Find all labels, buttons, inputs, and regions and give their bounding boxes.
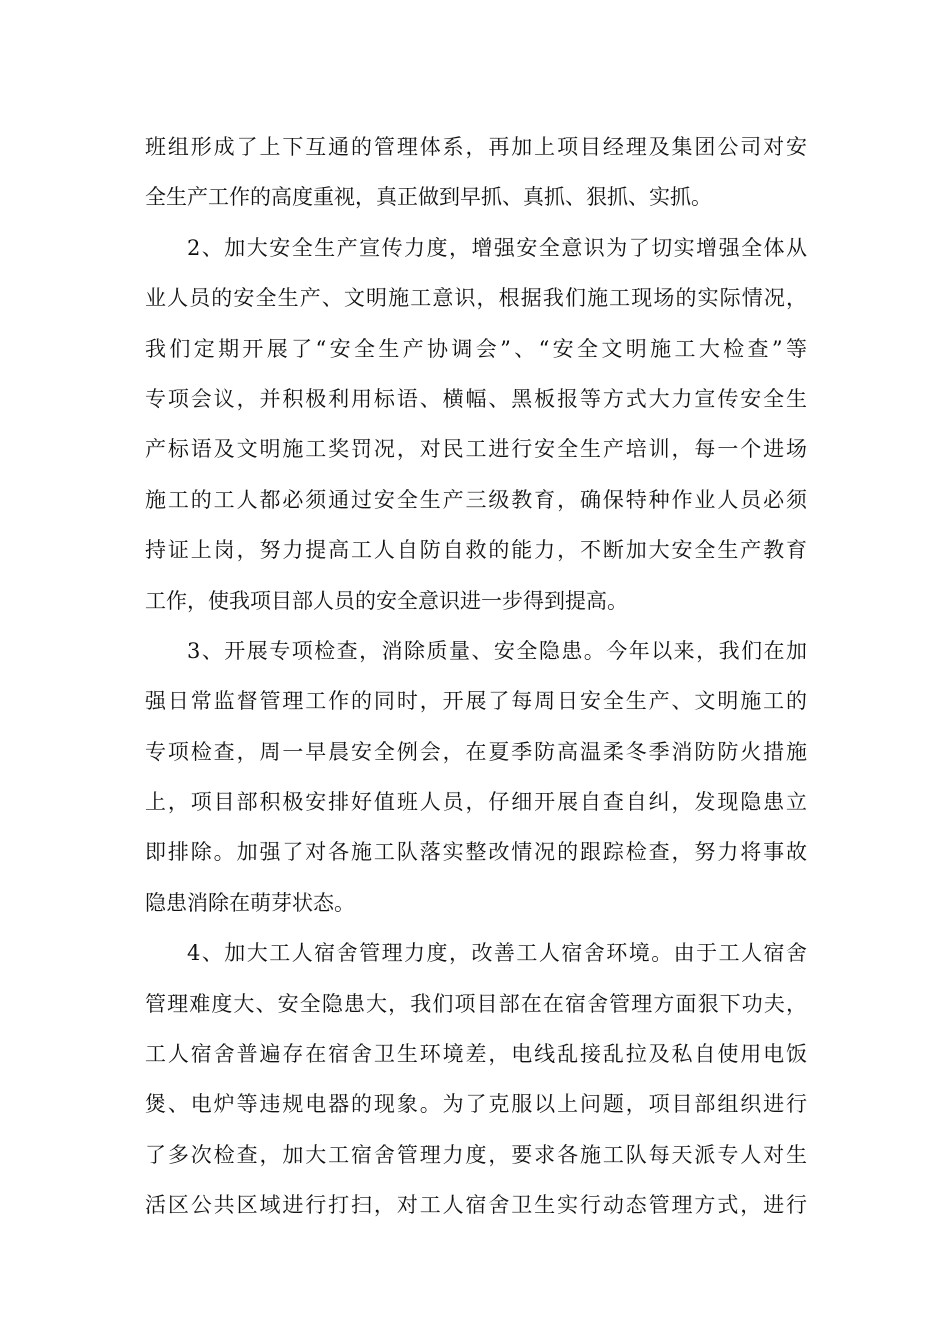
text-line: 煲、电炉等违规电器的现象。为了克服以上问题，项目部组织进行	[145, 1092, 807, 1117]
text-line: 产标语及文明施工奖罚况，对民工进行安全生产培训，每一个进场	[145, 437, 807, 462]
text-line: 了多次检查，加大工宿舍管理力度，要求各施工队每天派专人对生	[145, 1142, 807, 1167]
text-line: 即排除。加强了对各施工队落实整改情况的跟踪检查，努力将事故	[145, 840, 807, 865]
text-line: 4、加大工人宿舍管理力度，改善工人宿舍环境。由于工人宿舍	[187, 941, 807, 966]
text-line: 工作，使我项目部人员的安全意识进一步得到提高。	[145, 588, 628, 613]
text-line: 专项检查，周一早晨安全例会，在夏季防高温柔冬季消防防火措施	[145, 739, 807, 764]
text-line: 工人宿舍普遍存在宿舍卫生环境差，电线乱接乱拉及私自使用电饭	[145, 1042, 807, 1067]
text-line: 持证上岗，努力提高工人自防自救的能力，不断加大安全生产教育	[145, 538, 807, 563]
text-line: 强日常监督管理工作的同时，开展了每周日安全生产、文明施工的	[145, 689, 807, 714]
text-line: 2、加大安全生产宣传力度，增强安全意识为了切实增强全体从	[187, 235, 807, 260]
text-line: 施工的工人都必须通过安全生产三级教育，确保特种作业人员必须	[145, 487, 807, 512]
text-line: 班组形成了上下互通的管理体系，再加上项目经理及集团公司对安	[145, 135, 807, 159]
text-line: 活区公共区域进行打扫，对工人宿舍卫生实行动态管理方式，进行	[145, 1193, 807, 1218]
text-line: 业人员的安全生产、文明施工意识，根据我们施工现场的实际情况，	[145, 286, 807, 311]
text-line: 专项会议，并积极利用标语、横幅、黑板报等方式大力宣传安全生	[145, 386, 807, 411]
text-line: 上，项目部积极安排好值班人员，仔细开展自查自纠，发现隐患立	[145, 790, 807, 815]
text-line: 管理难度大、安全隐患大，我们项目部在在宿舍管理方面狠下功夫，	[145, 991, 807, 1016]
document-body	[145, 122, 807, 1231]
text-line: 我们定期开展了“安全生产协调会”、“安全文明施工大检查”等	[145, 336, 807, 361]
text-line: 3、开展专项检查，消除质量、安全隐患。今年以来，我们在加	[187, 638, 807, 663]
text-line: 隐患消除在萌芽状态。	[145, 890, 355, 915]
text-line: 全生产工作的高度重视，真正做到早抓、真抓、狠抓、实抓。	[145, 185, 712, 210]
